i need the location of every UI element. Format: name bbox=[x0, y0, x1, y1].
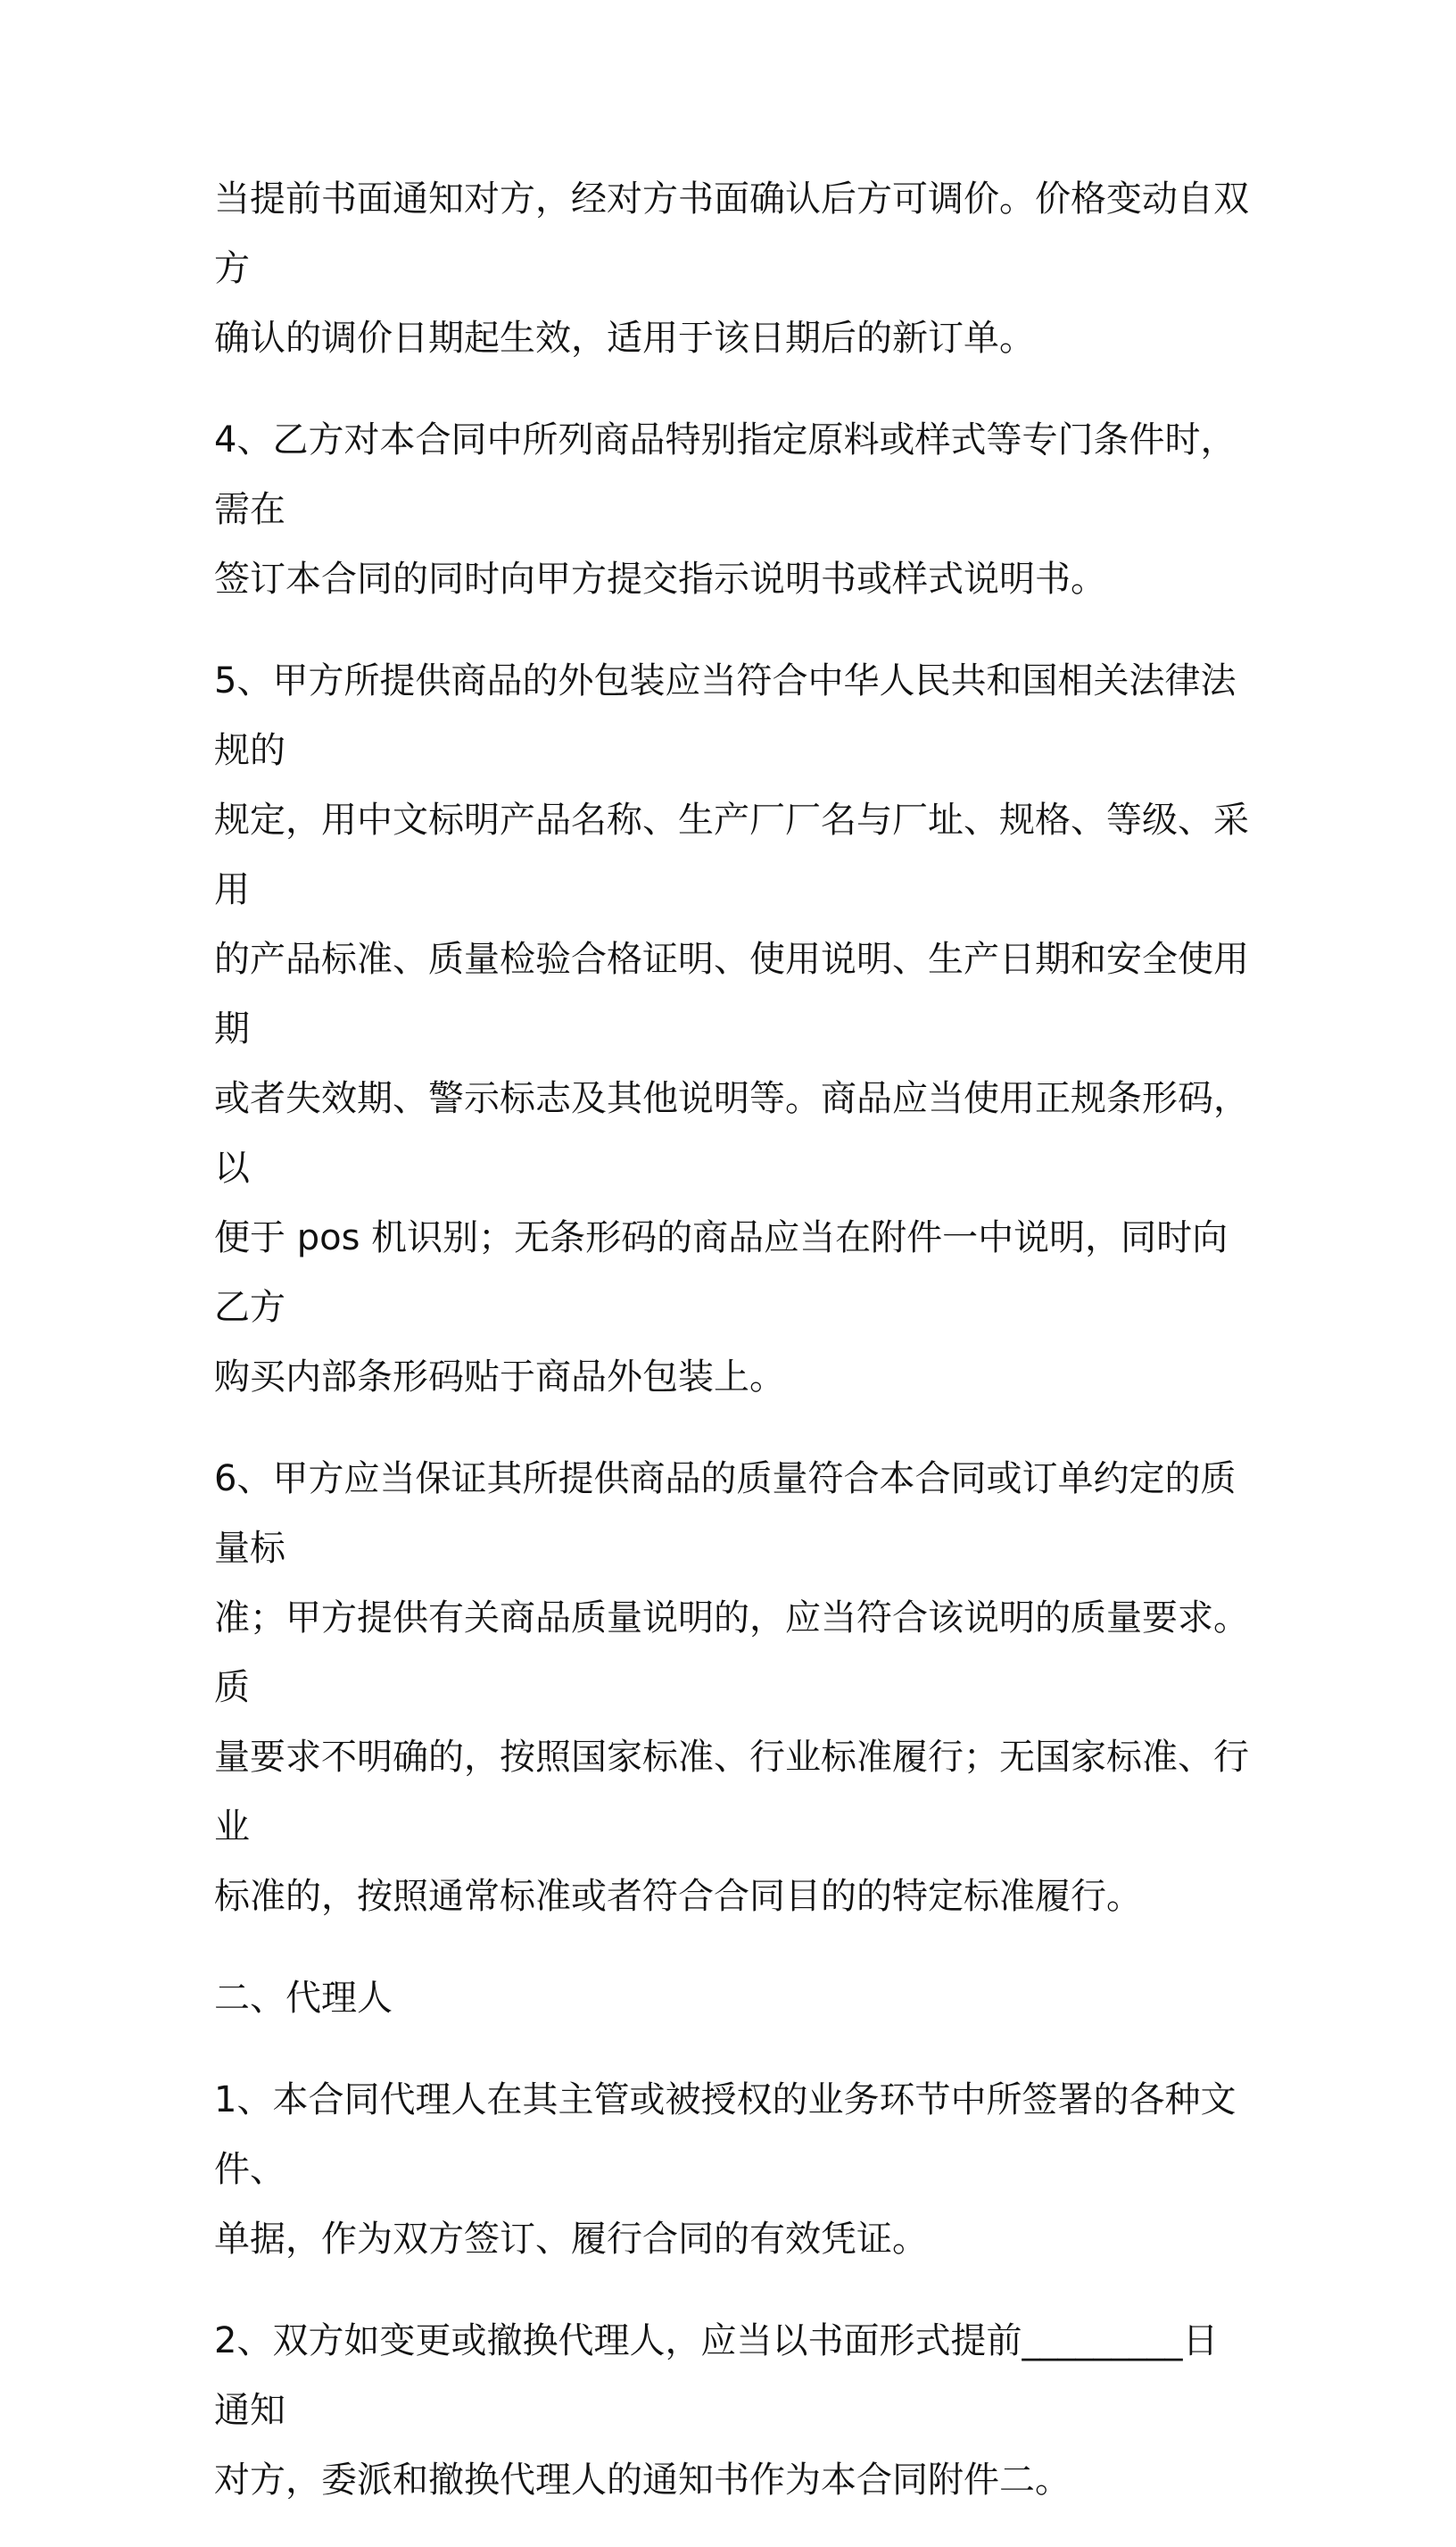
paragraph-clause-5: 5、甲方所提供商品的外包装应当符合中华人民共和国相关法律法规的 规定，用中文标明产品名称、生产厂厂名与厂址、规格、等级、采用 的产品标准、质量检验合格证明、使用说明、生产日期和安全使用期 或者失效期、警示标志及其他说明等。商品应当使用正规条形码，以 便于 pos 机识别；无条形码的商品应当在附件一中说明，同时向乙方 购买内部条形码贴于商品外包装上。 bbox=[214, 660, 1249, 1398]
section-heading-agent: 二、代理人 bbox=[214, 1978, 393, 2019]
paragraph-clause-4: 4、乙方对本合同中所列商品特别指定原料或样式等专门条件时，需在 签订本合同的同时向甲方提交指示说明书或样式说明书。 bbox=[214, 419, 1237, 600]
paragraph-agent-clause-1: 1、本合同代理人在其主管或被授权的业务环节中所签署的各种文件、 单据，作为双方签订、履行合同的有效凭证。 bbox=[214, 2079, 1237, 2260]
document-body bbox=[214, 164, 1249, 2547]
paragraph-clause-6: 6、甲方应当保证其所提供商品的质量符合本合同或订单约定的质量标 准；甲方提供有关商品质量说明的，应当符合该说明的质量要求。质 量要求不明确的，按照国家标准、行业标准履行；无国家标准、行业 标准的，按照通常标准或者符合合同目的的特定标准履行。 bbox=[214, 1458, 1249, 1917]
paragraph-price-adjustment: 当提前书面通知对方，经对方书面确认后方可调价。价格变动自双方 确认的调价日期起生效，适用于该日期后的新订单。 bbox=[214, 178, 1249, 359]
paragraph-agent-clause-2: 2、双方如变更或撤换代理人，应当以书面形式提前_________日通知 对方，委派和撤换代理人的通知书作为本合同附件二。 bbox=[214, 2320, 1219, 2501]
